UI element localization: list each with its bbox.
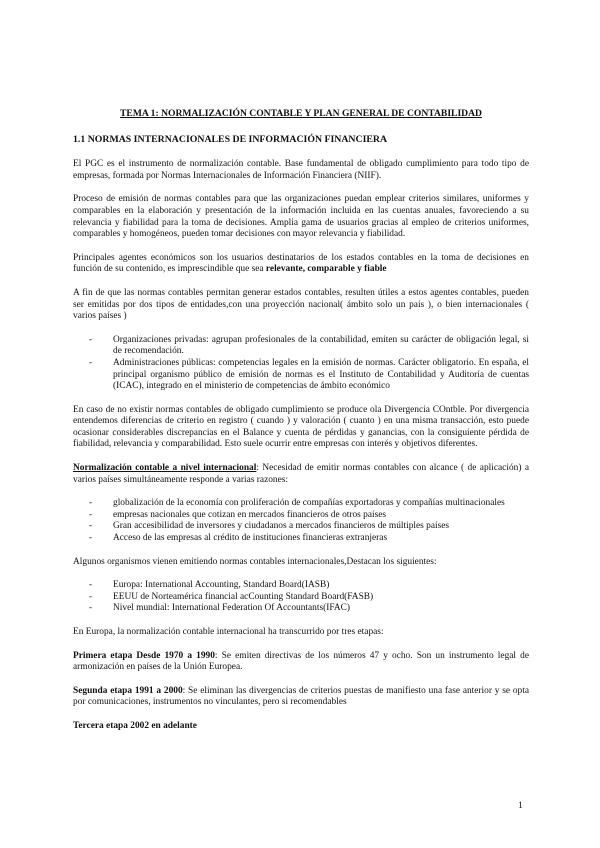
section-heading: 1.1 NORMAS INTERNACIONALES DE INFORMACIÓN FINANCIERA bbox=[73, 133, 388, 145]
paragraph-europa: En Europa, la normalización contable internacional ha transcurrido por tres etapas: bbox=[73, 627, 384, 637]
paragraph-proceso: Proceso de emisión de normas contables para que las organizaciones puedan emplear criterios similares, uniformes y comparables en la elaboración y presentación de la información incluida en las cuentas anuales, favoreciendo a su relevancia y fiabilidad para la toma de decisiones. Amplia gama de usuarios gracias al empleo de criterios uniformes, comparables y homogéneos, pueden tomar decisiones con mayor relevancia y fiabilidad. bbox=[73, 194, 529, 240]
paragraph-primera-etapa bbox=[73, 651, 529, 674]
paragraph-divergencia: En caso de no existir normas contables de obligado cumplimiento se produce ola Divergencia COntble. Por divergencia entendemos diferencias de criterio en registro ( cuando ) y valoración ( cuanto ) en una misma transacción, esto puede ocasionar considerables discrepancias en el Balance y cuenta de pérdidas y ganancias, con la consiguiente pérdida de fiabilidad, relevancia y comparabilidad. Esto suele ocurrir entre empresas con interés y objetivos diferentes. bbox=[73, 404, 529, 450]
list-item: - Europa: International Accounting, Standard Board(IASB) bbox=[113, 580, 529, 592]
document-title: TEMA 1: NORMALIZACIÓN CONTABLE Y PLAN GENERAL DE CONTABILIDAD bbox=[120, 108, 482, 119]
paragraph-segunda-etapa bbox=[73, 686, 529, 709]
page-number: 1 bbox=[518, 800, 523, 811]
primera-etapa-text: : Se emiten directivas de los números 47 y ocho. Son un instrumento legal de armonización en países de la Unión Europea. bbox=[73, 650, 529, 673]
list-item: - Gran accesibilidad de inversores y ciudadanos a mercados financieros de múltiples países bbox=[113, 521, 529, 533]
paragraph-organismos: Algunos organismos vienen emitiendo normas contables internacionales,Destacan los siguientes: bbox=[73, 556, 437, 567]
list-item: - globalización de la economía con proliferación de compañías exportadoras y compañías multinacionales bbox=[113, 498, 529, 510]
list-item: - EEUU de Norteamérica financial acCounting Standard Board(FASB) bbox=[113, 592, 529, 604]
list-entidades bbox=[73, 335, 529, 393]
paragraph-normalizacion-text: : Necesidad de emitir normas contables con alcance ( de aplicación) a varios países simultáneamente responde a varias razones: bbox=[73, 463, 529, 485]
list-item: - empresas nacionales que cotizan en mercados financieros de otros países bbox=[113, 510, 529, 522]
list-item: - Organizaciones privadas: agrupan profesionales de la contabilidad, emiten su carácter de obligación legal, si de recomendación. bbox=[113, 335, 529, 358]
document-page bbox=[73, 108, 529, 745]
paragraph-normalizacion-bold: Normalización contable a nivel internacional bbox=[73, 463, 257, 474]
list-razones bbox=[73, 498, 529, 544]
primera-etapa-bold: Primera etapa Desde 1970 a 1990 bbox=[73, 650, 215, 661]
paragraph-normalizacion bbox=[73, 463, 529, 486]
paragraph-tercera-etapa bbox=[73, 721, 529, 733]
paragraph-agentes-bold: relevante, comparable y fiable bbox=[265, 264, 387, 275]
list-organismos bbox=[73, 580, 529, 615]
paragraph-pgc: El PGC es el instrumento de normalización contable. Base fundamental de obligado cumplimiento para todo tipo de empresas, formada por Normas Internacionales de Información Financiera (NIIF). bbox=[73, 159, 529, 181]
paragraph-agentes bbox=[73, 253, 529, 276]
tercera-etapa-bold: Tercera etapa 2002 en adelante bbox=[73, 720, 197, 731]
paragraph-agentes-text: Principales agentes económicos son los usuarios destinatarios de los estados contables en la toma de decisiones en función de su contenido, es imprescindible que sea bbox=[73, 252, 529, 275]
list-item: - Acceso de las empresas al crédito de instituciones financieras extranjeras bbox=[113, 533, 529, 545]
list-item: - Administraciones públicas: competencias legales en la emisión de normas. Carácter obligatorio. En españa, el principal organismo público de emisión de normas es el Instituto de Contabilidad y Auditoría de cuentas (ICAC), integrado en el ministerio de competencias de ámbito económico bbox=[113, 358, 529, 393]
list-item: - Nivel mundial: International Federation Of Accountants(IFAC) bbox=[113, 603, 529, 615]
paragraph-entidades: A fin de que las normas contables permitan generar estados contables, resulten útiles a estos agentes contables, pueden ser emitidas por dos tipos de entidades,con una proyección nacional( ámbito solo un país ), o bien internacionales ( varios países ) bbox=[73, 287, 529, 322]
segunda-etapa-text: : Se eliminan las divergencias de criterios puestas de manifiesto una fase anterior y se opta por comunicaciones, instrumentos no vinculantes, pero si recomendables bbox=[73, 685, 529, 708]
segunda-etapa-bold: Segunda etapa 1991 a 2000 bbox=[73, 685, 183, 696]
